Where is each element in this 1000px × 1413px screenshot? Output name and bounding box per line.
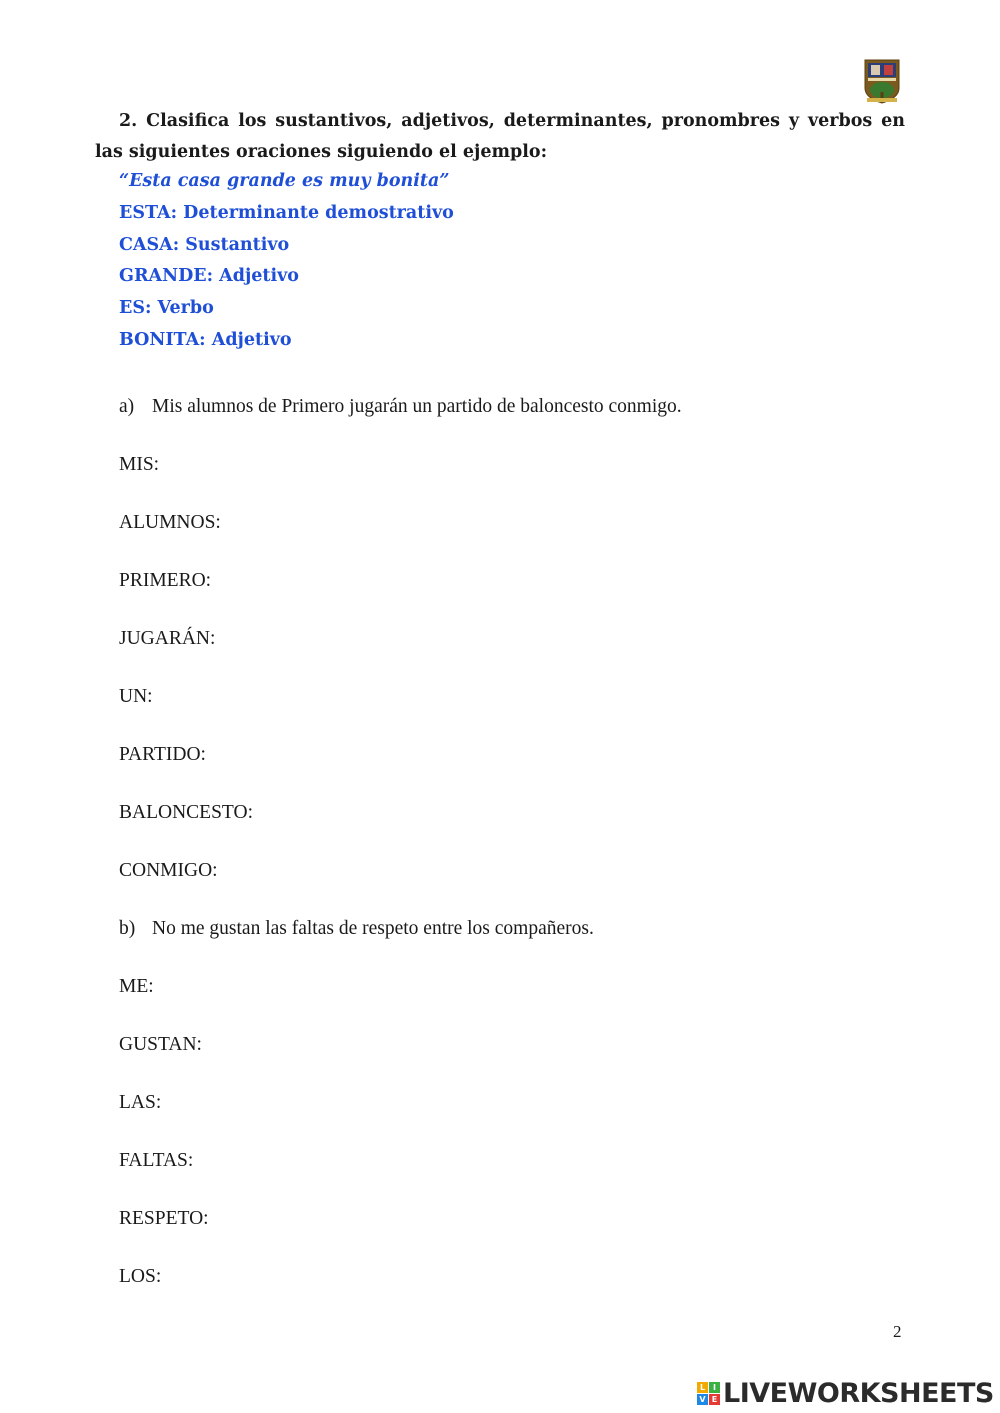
example-item: ES: Verbo [119, 298, 214, 319]
liveworksheets-mark-icon [697, 1382, 720, 1405]
word-field: LOS: [119, 1266, 162, 1287]
sentence-letter: b) [119, 918, 136, 939]
sentence-text: No me gustan las faltas de respeto entre los compañeros. [152, 918, 594, 939]
example-quote: “Esta casa grande es muy bonita” [119, 171, 450, 191]
brand-tile: V [697, 1394, 708, 1405]
sentence-a [119, 396, 682, 418]
word-field: UN: [119, 686, 153, 707]
brand-tile: I [709, 1382, 720, 1393]
word-field: PRIMERO: [119, 570, 212, 591]
example-item: CASA: Sustantivo [119, 234, 290, 255]
word-field: LAS: [119, 1092, 162, 1113]
word-field: ALUMNOS: [119, 512, 221, 533]
example-item: ESTA: Determinante demostrativo [119, 202, 454, 223]
word-field: JUGARÁN: [119, 628, 216, 649]
word-field: PARTIDO: [119, 744, 206, 765]
exercise-instruction: 2. Clasifica los sustantivos, adjetivos, determinantes, pronombres y verbos en las siguientes oraciones siguiendo el ejemplo: [95, 111, 905, 162]
page-number: 2 [893, 1322, 902, 1341]
brand-tile: L [697, 1382, 708, 1393]
brand-name: LIVEWORKSHEETS [723, 1377, 994, 1409]
word-field: CONMIGO: [119, 860, 218, 881]
example-item: BONITA: Adjetivo [119, 329, 292, 350]
word-field: FALTAS: [119, 1150, 194, 1171]
sentence-letter: a) [119, 396, 135, 417]
sentence-text: Mis alumnos de Primero jugarán un partido de baloncesto conmigo. [152, 396, 682, 417]
example-block [119, 166, 454, 357]
word-field: BALONCESTO: [119, 802, 253, 823]
brand-tile: E [709, 1394, 720, 1405]
word-field: RESPETO: [119, 1208, 209, 1229]
school-crest-icon [863, 58, 901, 104]
sentence-b [119, 918, 594, 940]
word-field: ME: [119, 976, 154, 997]
example-item: GRANDE: Adjetivo [119, 266, 299, 287]
liveworksheets-logo[interactable] [697, 1375, 994, 1411]
word-field: GUSTAN: [119, 1034, 202, 1055]
word-field: MIS: [119, 454, 160, 475]
